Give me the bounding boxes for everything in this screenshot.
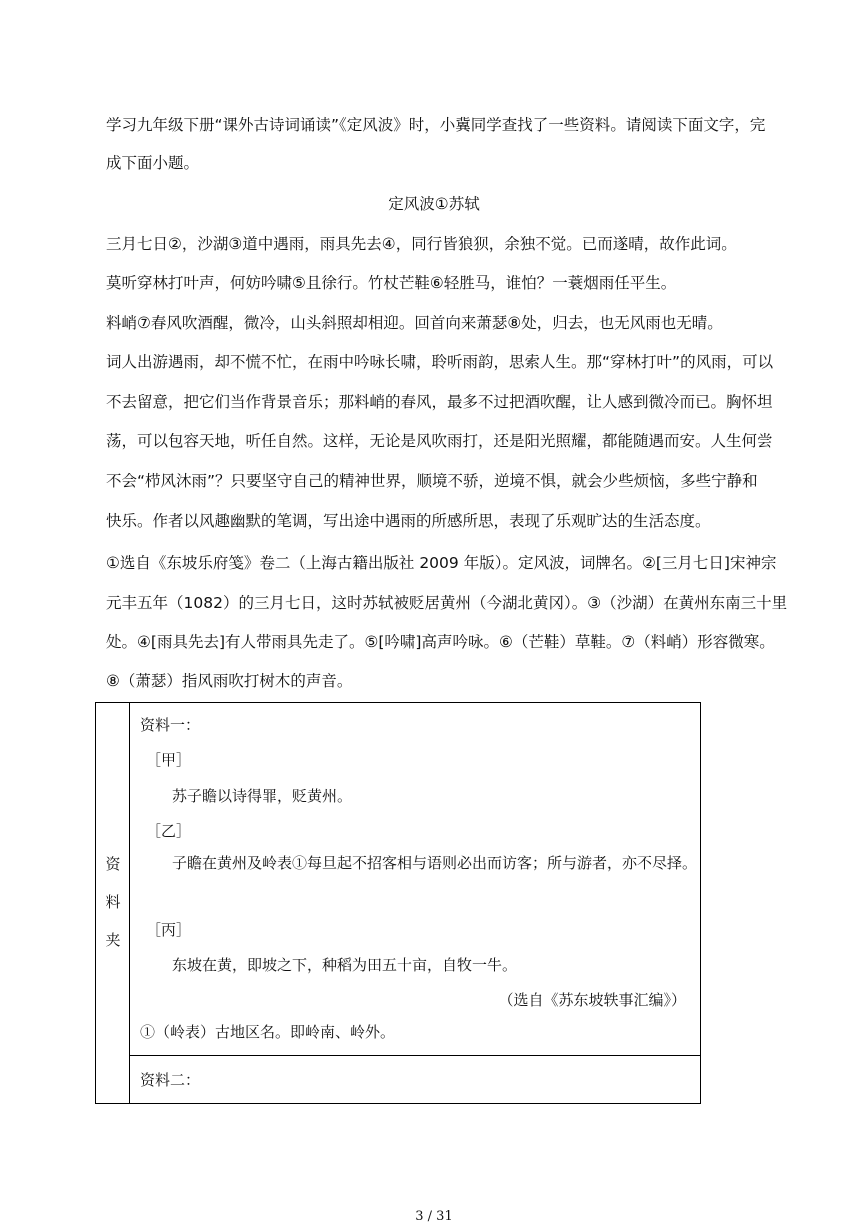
- page-number: 3 / 31: [415, 1209, 453, 1224]
- material-2-heading: 资料二：: [140, 1071, 201, 1089]
- side-char-1: 资: [105, 855, 121, 873]
- poem-preface: 三月七日②，沙湖③道中遇雨，雨具先去④，同行皆狼狈，余独不觉。已而遂晴，故作此词。: [106, 235, 737, 253]
- poem-title: 定风波①苏轼: [388, 195, 480, 213]
- jia-text: 苏子瞻以诗得罪，贬黄州。: [172, 787, 353, 805]
- analysis-line-2: 不去留意，把它们当作背景音乐；那料峭的春风，最多不过把酒吹醒，让人感到微冷而已。胸怀坦: [106, 393, 773, 411]
- analysis-line-3: 荡，可以包容天地，听任自然。这样，无论是风吹雨打，还是阳光照耀，都能随遇而安。人生何尝: [106, 432, 773, 450]
- bing-text: 东坡在黄，即坡之下，种稻为田五十亩，自牧一牛。: [172, 956, 518, 974]
- analysis-line-1: 词人出游遇雨，却不慌不忙，在雨中吟咏长啸，聆听雨韵，思索人生。那“穿林打叶”的风雨，可以: [106, 353, 774, 371]
- intro-line-2: 成下面小题。: [106, 154, 200, 172]
- notes-line-4: ⑧（萧瑟）指风雨吹打树木的声音。: [106, 672, 353, 690]
- notes-line-3: 处。④[雨具先去]有人带雨具先走了。⑤[吟啸]高声吟咏。⑥（芒鞋）草鞋。⑦（料峭）形容微寒。: [106, 633, 775, 651]
- intro-line-1: 学习九年级下册“课外古诗词诵读”《定风波》时，小冀同学查找了一些资料。请阅读下面文字，完: [106, 116, 766, 134]
- analysis-line-4: 不会“栉风沐雨”？只要坚守自己的精神世界，顺境不骄，逆境不惧，就会少些烦恼，多些宁静和: [106, 472, 758, 490]
- jia-label: ［甲］: [146, 751, 192, 769]
- analysis-line-5: 快乐。作者以风趣幽默的笔调，写出途中遇雨的所感所思，表现了乐观旷达的生活态度。: [106, 512, 711, 530]
- material-folder-table: [95, 702, 701, 1104]
- notes-line-2: 元丰五年（1082）的三月七日，这时苏轼被贬居黄州（今湖北黄冈）。③（沙湖）在黄州东南三十里: [106, 594, 788, 612]
- yi-label: ［乙］: [146, 822, 192, 840]
- bing-label: ［丙］: [146, 921, 192, 939]
- folder-footnote: ①（岭表）古地区名。即岭南、岭外。: [140, 1023, 396, 1041]
- side-char-3: 夹: [105, 931, 121, 949]
- material-1-heading: 资料一：: [140, 716, 201, 734]
- table-row-divider: [130, 1055, 700, 1056]
- poem-verse-2: 料峭⑦春风吹酒醒，微冷，山头斜照却相迎。回首向来萧瑟⑧处，归去，也无风雨也无晴。: [106, 314, 723, 332]
- source-citation: （选自《苏东坡轶事汇编》）: [498, 991, 686, 1009]
- yi-text: 子瞻在黄州及岭表①每旦起不招客相与语则必出而访客；所与游者，亦不尽择。: [172, 854, 698, 872]
- notes-line-1: ①选自《东坡乐府笺》卷二（上海古籍出版社 2009 年版）。定风波，词牌名。②[三月七日]宋神宗: [106, 554, 777, 572]
- side-char-2: 料: [105, 893, 121, 911]
- folder-side-column: [96, 703, 130, 1103]
- poem-verse-1: 莫听穿林打叶声，何妨吟啸⑤且徐行。竹杖芒鞋⑥轻胜马，谁怕？一蓑烟雨任平生。: [106, 274, 677, 292]
